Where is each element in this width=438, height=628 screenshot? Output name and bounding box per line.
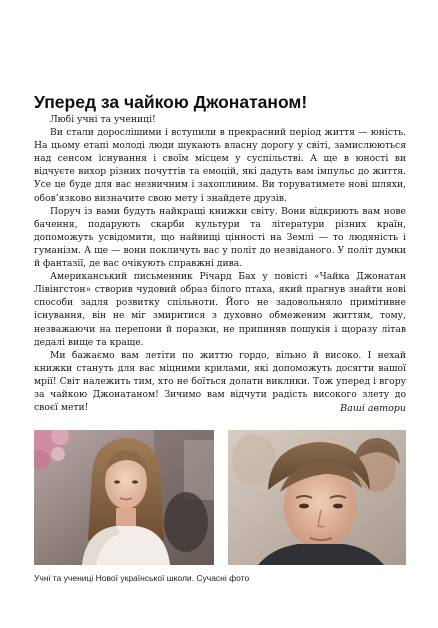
- paragraph-books: Поруч із вами будуть найкращі книжки світу. Вони відкриють вам нове бачення, подарують скарби культури та літератури різних країн, допоможуть усвідомити, що найвищі цінності на Землі — то людяність і гуманізм. А ще — вони покличуть вас у політ до незвіданого. У політ думки й фантазії, де вас очікують справжні дива.: [34, 205, 406, 270]
- student-photo-girl: [34, 430, 214, 565]
- photo-caption: Учні та учениці Нової української школи. Сучасні фото: [34, 573, 250, 583]
- article-body: [34, 113, 406, 414]
- authors-signature: Ваші автори: [340, 403, 406, 414]
- page-title: Уперед за чайкою Джонатаном!: [34, 92, 308, 112]
- paragraph-wishes: Ми бажаємо вам летіти по життю гордо, вільно й високо. І нехай книжки стануть для вас міцними крилами, які допоможуть досягти вашої мрії! Світ належить тим, хто не боїться долати виклики. Тож уперед і вгору за чайкою Джонатаном! Зичимо вам відчути радість високого злету до своєї мети!: [34, 349, 406, 414]
- paragraph-bach: Американський письменник Річард Бах у повісті «Чайка Джонатан Лівінгстон» створив чудовий образ білого птаха, який прагнув знайти нові способи задля розвитку спільноти. Його не задовольняло примітивне існування, він не міг змиритися з духовно обмеженим життям, тому, незважаючи на перепони й поразки, не припиняв пошукія і щоразу літав дедалі вище та краще.: [34, 271, 406, 348]
- paragraph-youth: Ви стали дорослішими і вступили в прекрасний період життя — юність. На цьому етапі молоді люди шукають власну дорогу у світі, замислюються над сенсом існування і своїм місцем у суспільстві. А ще в юності ви відчуєте вихор різних почуттів та емоцій, які дадуть вам імпульс до життя. Усе це буде для вас незвичним і захопливим. Ви торуватимете нові шляхи, обов’язково визначите свою мету і знайдете друзів.: [34, 127, 406, 204]
- greeting-paragraph: Любі учні та учениці!: [50, 114, 156, 125]
- student-photo-boy: [228, 430, 406, 565]
